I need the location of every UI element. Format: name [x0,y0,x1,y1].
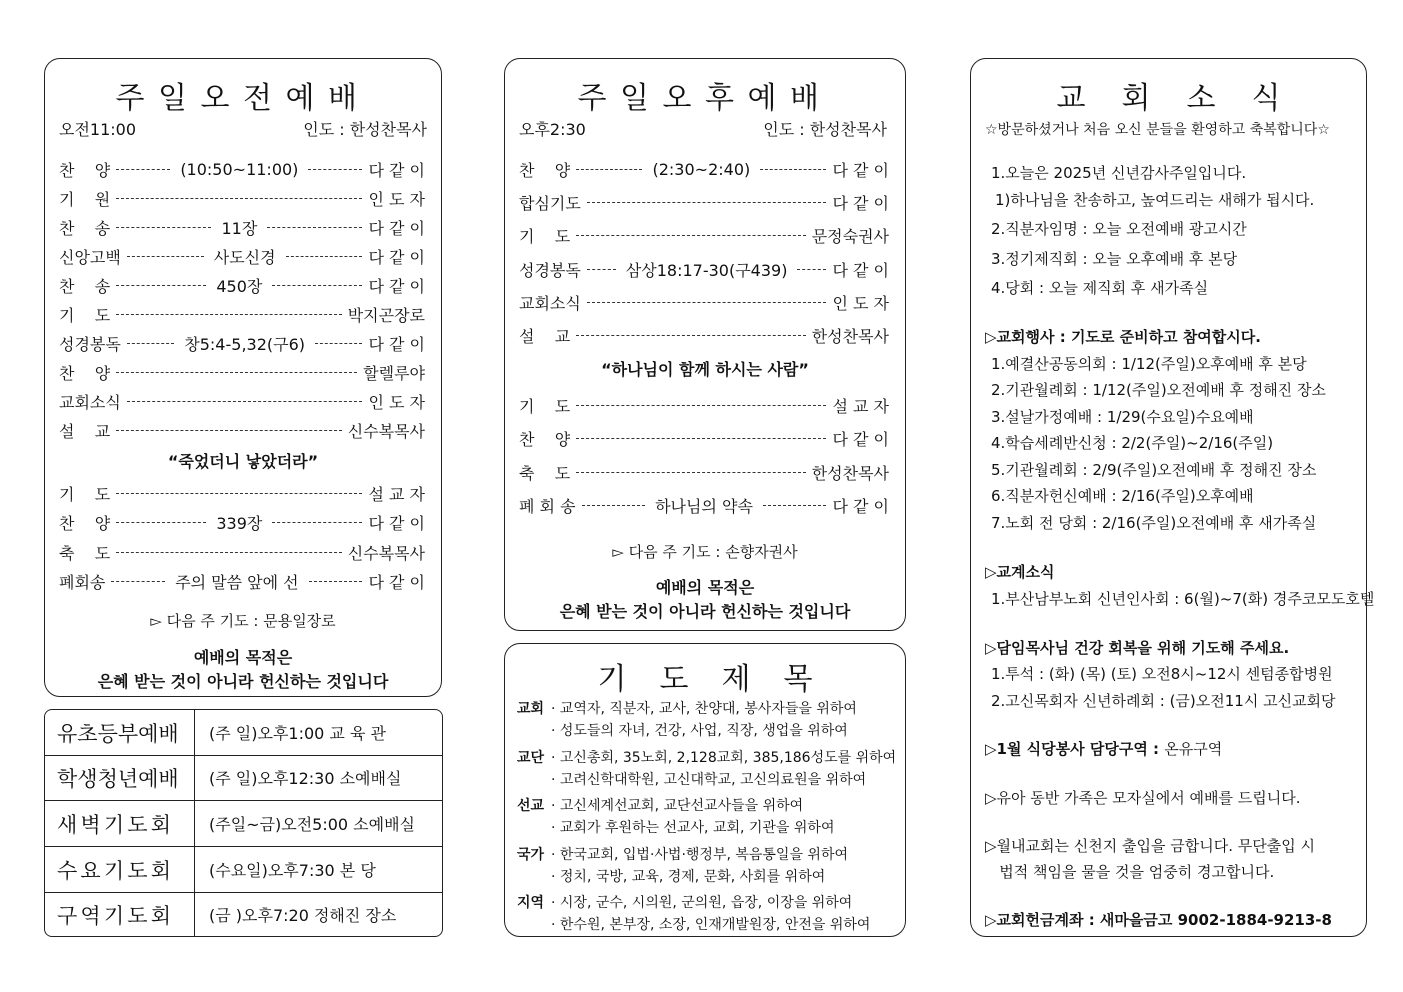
order-label: 합심기도 [519,194,581,214]
leader-line [763,505,827,506]
afternoon-purpose-line2: 은혜 받는 것이 아니라 헌신하는 것입니다 [559,602,851,621]
leader-line [272,285,362,286]
order-row [519,461,889,484]
event-item: 4.학습세례반신청 : 2/2(주일)~2/16(주일) [991,434,1274,452]
order-detail: 450장 [216,277,263,296]
warning-line2: 법적 책임을 물을 것을 엄중히 경고합니다. [985,863,1275,881]
prayer-line: · 교회가 후원하는 선교사, 교회, 기관을 위하여 [551,820,835,836]
afternoon-purpose-line1: 예배의 목적은 [655,578,755,597]
news-item: 2.직분자임명 : 오늘 오전예배 광고시간 [991,220,1247,238]
schedule-name: 수요기도회 [45,847,195,892]
order-label: 기 도 [519,227,571,247]
order-row [519,324,889,347]
order-row [59,482,425,505]
prayer-line: · 고신세계선교회, 교단선교사들을 위하여 [551,798,804,814]
meal-service-value: 온유구역 [1164,740,1223,758]
order-detail: (2:30~2:40) [652,160,751,179]
weekly-schedule-table [44,709,443,937]
leader-line [576,405,826,406]
leader-line [309,581,363,582]
schedule-row [45,755,442,801]
pastor-heading: ▷담임목사님 건강 회복을 위해 기도해 주세요. [985,639,1290,657]
order-label: 교회소식 [519,293,581,313]
order-label: 기 도 [59,306,111,325]
schedule-row [45,801,442,847]
order-performer: 다 같 이 [832,430,889,450]
schedule-desc: (금 )오후7:20 정해진 장소 [209,906,397,925]
order-label: 기 도 [59,485,111,504]
news-item: 3.정기제직회 : 오늘 오후예배 후 본당 [991,250,1238,268]
schedule-name: 학생청년예배 [45,755,195,800]
order-performer: 한성찬목사 [811,327,889,346]
leader-line [576,472,805,473]
order-detail: 삼상18:17-30(구439) [625,260,788,280]
leader-line [315,343,362,344]
event-item: 5.기관월례회 : 2/9(주일)오전예배 후 정해진 장소 [991,461,1317,479]
order-detail: (10:50~11:00) [180,160,299,179]
order-row [59,511,425,534]
leader-line [116,227,211,228]
order-detail: 11장 [221,219,258,238]
schedule-desc: (수요일)오후7:30 본 당 [209,861,376,880]
leader-line [587,202,827,203]
leader-line [127,343,174,344]
prayer-line: · 교역자, 직분자, 교사, 찬양대, 봉사자들을 위하여 [551,701,857,717]
leader-line [587,269,616,270]
order-performer: 신수복목사 [347,543,425,563]
order-performer: 다 같 이 [832,260,890,280]
order-label: 찬 양 [59,364,111,383]
prayer-category: 교회 [517,701,545,717]
leader-line [111,581,165,582]
order-performer: 할렐루야 [363,364,425,383]
order-label: 신앙고백 [59,248,121,267]
morning-purpose-line1: 예배의 목적은 [193,648,293,667]
order-performer: 설 교 자 [832,397,889,416]
leader-line [576,169,642,170]
order-label: 기 원 [59,190,111,209]
welcome-text: ☆방문하셨거나 처음 오신 분들을 환영하고 축복합니다☆ [985,122,1330,138]
order-label: 폐 회 송 [519,497,576,517]
leader-line [116,169,170,170]
order-detail: 주의 말씀 앞에 선 [175,572,299,592]
leader-line [576,235,805,236]
schedule-row [45,892,442,937]
leader-line [116,493,362,494]
order-row [59,332,425,355]
prayer-line: · 성도들의 자녀, 건강, 사업, 직장, 생업을 위하여 [551,723,848,739]
warning-line1: ▷월내교회는 신천지 출입을 금합니다. 무단출입 시 [985,837,1315,855]
leader-line [116,522,206,523]
schedule-row [45,847,442,893]
order-performer: 다 같 이 [368,248,426,267]
order-row [59,216,425,239]
schedule-row [45,710,442,756]
news-item: 1.오늘은 2025년 신년감사주일입니다. [991,164,1247,182]
order-label: 교회소식 [59,393,121,412]
order-row [519,427,889,450]
events-heading: ▷교회행사 : 기도로 준비하고 참여합시다. [985,328,1261,346]
schedule-name: 구역기도회 [45,892,195,937]
order-performer: 한성찬목사 [811,463,889,483]
afternoon-time: 오후2:30 [519,120,586,139]
event-item: 2.기관월례회 : 1/12(주일)오전예배 후 정해진 장소 [991,381,1326,399]
order-row [519,394,889,417]
order-label: 성경봉독 [59,335,121,354]
leader-line [267,227,362,228]
order-label: 성경봉독 [519,260,581,280]
leader-line [116,430,341,431]
order-row [519,224,889,247]
presbytery-heading: ▷교계소식 [985,563,1055,581]
afternoon-sermon-title: “하나님이 함께 하시는 사람” [601,360,809,379]
order-label: 찬 양 [59,514,111,534]
order-detail: 사도신경 [213,248,276,267]
order-performer: 다 같 이 [368,335,426,354]
afternoon-title: 주일오후예배 [577,81,833,116]
leader-line [576,335,805,336]
presbytery-item: 1.부산남부노회 신년인사회 : 6(월)~7(화) 경주코모도호텔 [991,590,1375,608]
prayer-topics-panel [504,643,906,937]
schedule-name: 유초등부예배 [45,710,195,755]
order-performer: 다 같 이 [368,514,425,534]
schedule-desc: (주일~금)오전5:00 소예배실 [209,815,416,834]
order-performer: 신수복목사 [347,422,425,441]
order-performer: 다 같 이 [832,497,890,517]
order-detail: 339장 [216,514,263,534]
order-label: 찬 송 [59,219,111,238]
leader-line [116,198,362,199]
pastor-item: 2.고신목회자 신년하례회 : (금)오전11시 고신교회당 [991,692,1336,710]
event-item: 7.노회 전 당회 : 2/16(주일)오전예배 후 새가족실 [991,514,1317,532]
news-item: 4.당회 : 오늘 제직회 후 새가족실 [991,279,1209,297]
morning-purpose-line2: 은혜 받는 것이 아니라 헌신하는 것입니다 [97,672,389,691]
schedule-desc: (주 일)오후1:00 교 육 관 [209,724,386,743]
schedule-desc: (주 일)오후12:30 소예배실 [209,769,402,788]
morning-time: 오전11:00 [59,120,137,139]
prayer-line: · 고신총회, 35노회, 2,128교회, 385,186성도를 위하여 [551,749,897,766]
order-row [519,158,889,181]
event-item: 1.예결산공동의회 : 1/12(주일)오후예배 후 본당 [991,355,1307,373]
pastor-item: 1.투석 : (화) (목) (토) 오전8시~12시 센텀종합병원 [991,665,1333,683]
order-performer: 다 같 이 [832,194,889,214]
leader-line [797,269,826,270]
leader-line [582,505,646,506]
leader-line [116,372,357,373]
leader-line [127,256,204,257]
order-label: 폐회송 [59,572,106,592]
prayer-line: · 정치, 국방, 교육, 경제, 문화, 사회를 위하여 [551,868,826,885]
order-performer: 문정숙권사 [811,227,889,247]
event-item: 3.설날가정예배 : 1/29(수요일)수요예배 [991,408,1254,426]
order-row [59,274,425,297]
order-label: 설 교 [59,422,111,441]
order-row [59,187,425,210]
order-label: 축 도 [59,543,111,563]
morning-leader: 인도 : 한성찬목사 [303,120,427,139]
order-row [59,419,425,442]
leader-line [116,552,341,553]
prayer-category: 국가 [517,846,545,863]
afternoon-service-panel [504,58,906,631]
morning-title: 주일오전예배 [115,81,371,116]
prayer-category: 선교 [517,798,545,814]
prayer-line: · 한국교회, 입법·사법·행정부, 복음통일을 위하여 [551,846,849,863]
leader-line [272,522,362,523]
prayer-category: 교단 [517,749,545,766]
morning-service-panel [44,58,442,697]
order-row [519,258,889,281]
leader-line [116,285,206,286]
order-performer: 박지곤장로 [347,306,425,325]
news-title: 교회소식 [1056,81,1317,116]
infant-notice: ▷유아 동반 가족은 모자실에서 예배를 드립니다. [985,789,1301,807]
schedule-name: 새벽기도회 [45,801,195,846]
order-performer: 다 같 이 [832,161,889,180]
order-row [519,291,889,314]
meal-service-line [985,738,1222,759]
leader-line [576,438,826,439]
afternoon-next-prayer: ▻ 다음 주 기도 : 손향자권사 [612,543,798,561]
order-label: 찬 양 [59,161,111,180]
order-label: 찬 송 [59,277,111,296]
prayer-line: · 한수원, 본부장, 소장, 인재개발원장, 안전을 위하여 [551,917,871,933]
news-item: 1)하나님을 찬송하고, 높여드리는 새해가 됩시다. [995,191,1315,209]
morning-sermon-title: “죽었더니 낳았더라” [167,452,319,471]
order-performer: 다 같 이 [368,161,426,180]
leader-line [127,401,363,402]
prayer-line: · 시장, 군수, 시의원, 군의원, 읍장, 이장을 위하여 [551,895,853,911]
order-performer: 다 같 이 [368,219,426,238]
prayer-line: · 고려신학대학원, 고신대학교, 고신의료원을 위하여 [551,771,867,788]
morning-next-prayer: ▻ 다음 주 기도 : 문용일장로 [150,612,336,630]
order-row [59,303,425,326]
meal-service-label: ▷1월 식당봉사 담당구역 : [985,740,1165,758]
prayer-title: 기도제목 [597,662,846,697]
leader-line [286,256,363,257]
leader-line [760,169,826,170]
order-performer: 다 같 이 [368,277,425,296]
order-row [59,541,425,564]
order-label: 설 교 [519,327,571,346]
leader-line [308,169,362,170]
order-row [59,158,425,181]
order-label: 찬 양 [519,430,571,450]
order-performer: 인 도 자 [368,190,425,209]
leader-line [116,314,341,315]
church-news-panel [970,58,1375,937]
order-label: 기 도 [519,397,571,416]
order-row [59,245,425,268]
order-performer: 다 같 이 [368,572,425,592]
event-item: 6.직분자헌신예배 : 2/16(주일)오후예배 [991,487,1254,505]
order-performer: 설 교 자 [368,485,425,504]
order-performer: 인 도 자 [832,293,889,313]
order-row [59,361,425,384]
order-row [519,191,889,214]
order-detail: 창5:4-5,32(구6) [184,335,306,354]
afternoon-leader: 인도 : 한성찬목사 [763,120,887,139]
order-performer: 인 도 자 [368,393,425,412]
order-row [59,570,425,593]
prayer-category: 지역 [517,895,545,911]
order-row [519,494,889,517]
leader-line [587,302,827,303]
order-label: 찬 양 [519,161,571,180]
offering-account: ▷교회헌금계좌 : 새마을금고 9002-1884-9213-8 [985,911,1332,929]
order-label: 축 도 [519,463,571,483]
order-row [59,390,425,413]
order-detail: 하나님의 약속 [655,497,753,517]
